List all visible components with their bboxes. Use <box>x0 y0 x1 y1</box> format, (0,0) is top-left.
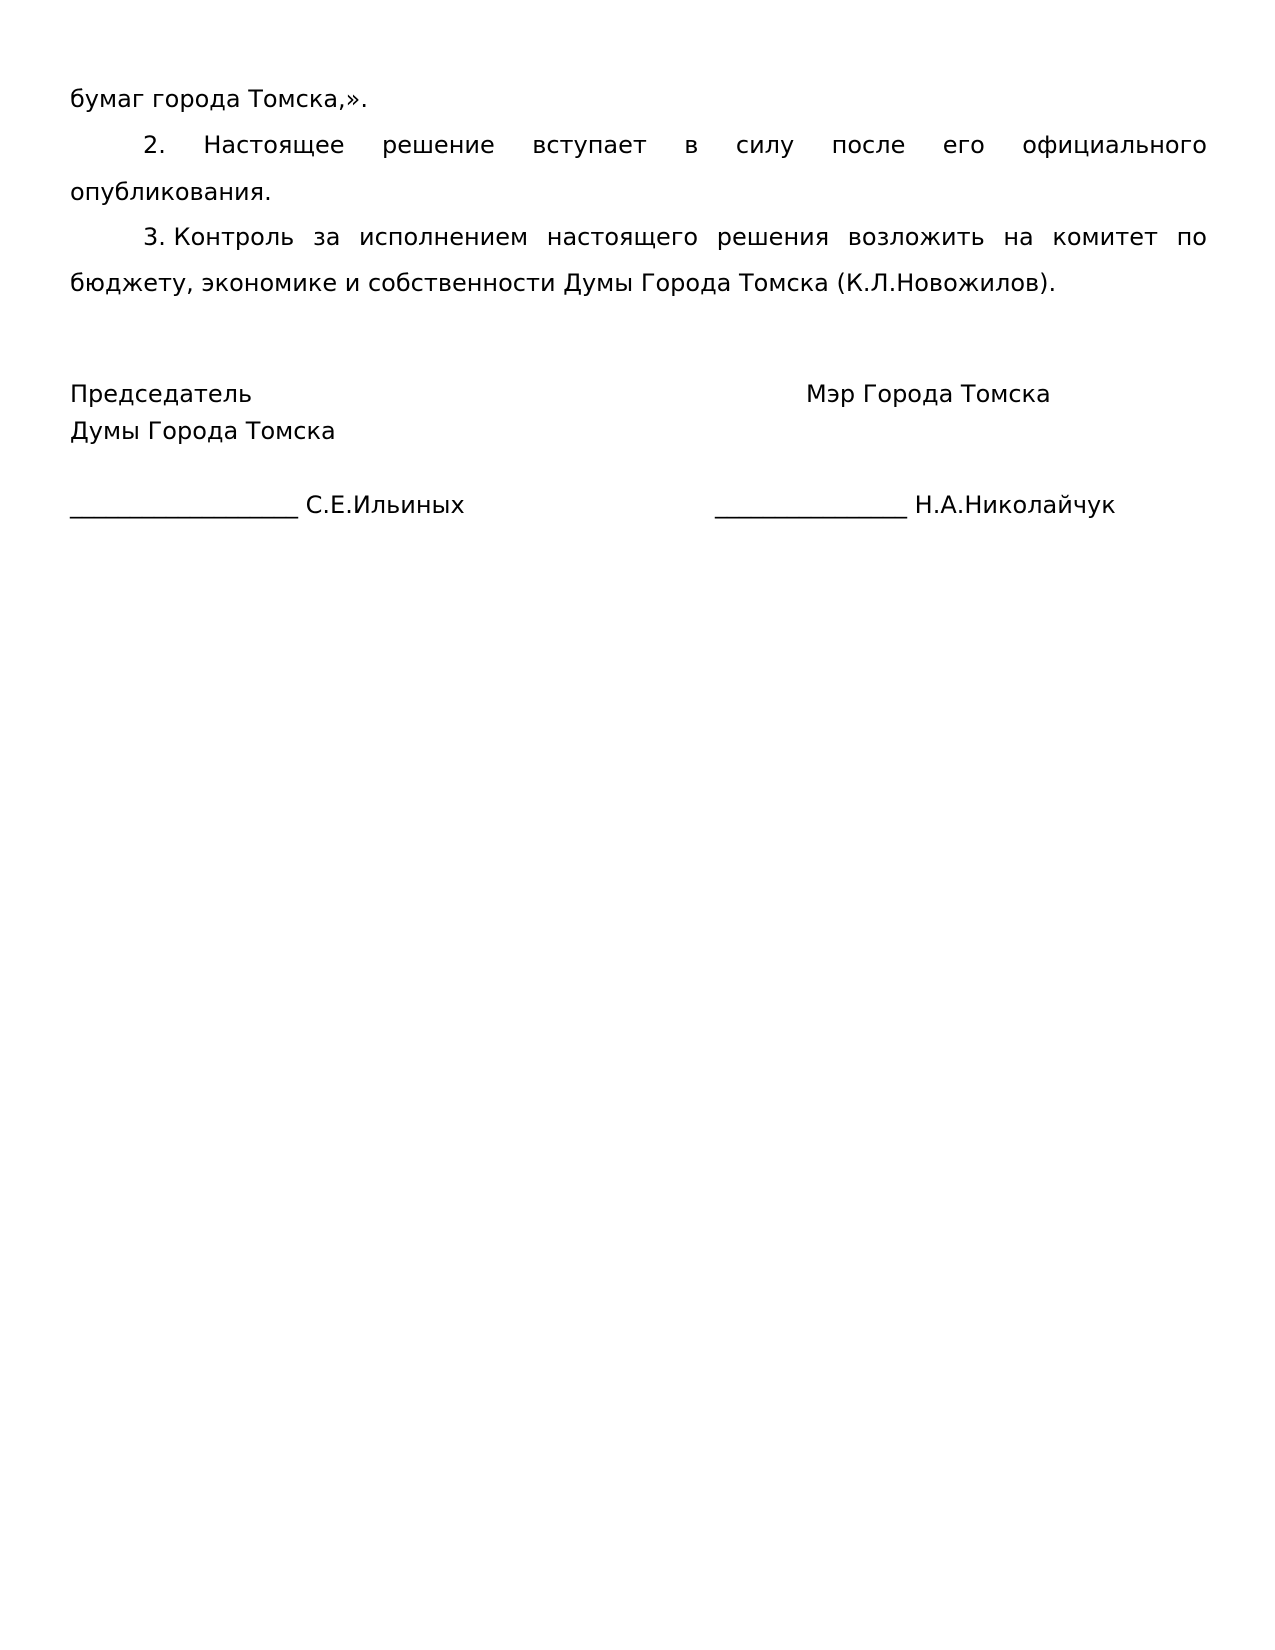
mayor-name: Н.А.Николайчук <box>914 491 1116 519</box>
chair-signature-line: ___________________ <box>70 491 298 519</box>
paragraph-3-line-1 <box>143 222 1207 252</box>
paragraph-3-word: исполнением <box>359 223 529 251</box>
paragraph-2-word: его <box>942 131 985 159</box>
paragraph-2-word: силу <box>735 131 795 159</box>
paragraph-2-word: официального <box>1022 131 1207 159</box>
paragraph-2-word: Настоящее <box>203 131 345 159</box>
continuation-line: бумаг города Томска,». <box>70 85 368 113</box>
chair-name: С.Е.Ильиных <box>305 491 465 519</box>
paragraph-2-line-2: опубликования. <box>70 178 272 206</box>
mayor-signature-line: ________________ <box>715 491 907 519</box>
paragraph-3-word: по <box>1176 223 1207 251</box>
paragraph-3-word: возложить <box>847 223 985 251</box>
chair-title-line-2: Думы Города Томска <box>70 417 336 445</box>
paragraph-3-word: 3. Контроль <box>143 223 295 251</box>
chair-title-line-1: Председатель <box>70 380 253 408</box>
paragraph-3-word: на <box>1003 223 1034 251</box>
chair-signature-block <box>70 490 465 520</box>
paragraph-2-word: решение <box>381 131 495 159</box>
paragraph-2-line-1 <box>143 130 1207 160</box>
mayor-signature-block <box>715 490 1116 520</box>
paragraph-2-word: вступает <box>532 131 647 159</box>
paragraph-3-word: комитет <box>1052 223 1158 251</box>
paragraph-3-word: настоящего <box>546 223 699 251</box>
paragraph-2-word: в <box>684 131 699 159</box>
paragraph-3-word: за <box>312 223 341 251</box>
mayor-title: Мэр Города Томска <box>806 380 1051 408</box>
paragraph-3-line-2: бюджету, экономике и собственности Думы Города Томска (К.Л.Новожилов). <box>70 269 1057 297</box>
paragraph-3-word: решения <box>716 223 830 251</box>
paragraph-2-word: 2. <box>143 131 166 159</box>
paragraph-2-word: после <box>831 131 906 159</box>
